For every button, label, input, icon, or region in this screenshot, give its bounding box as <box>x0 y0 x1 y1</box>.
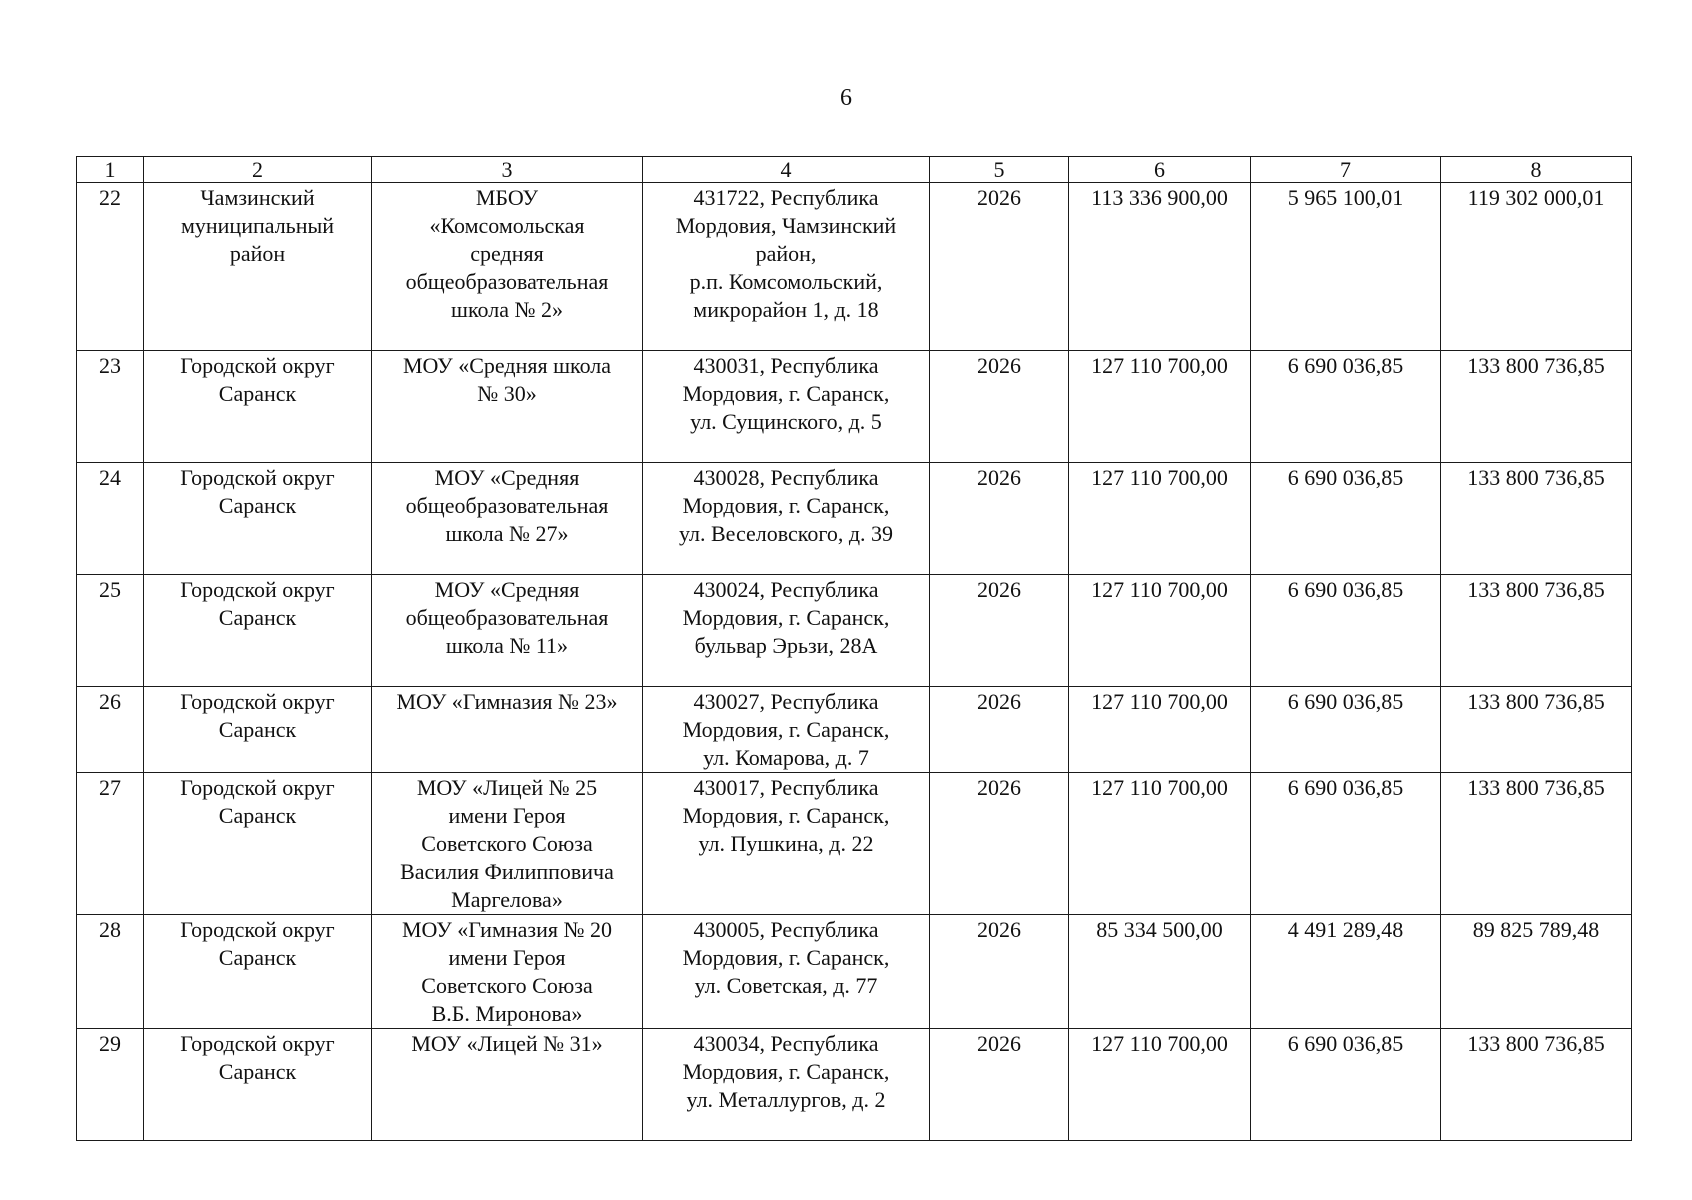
address-cell-line: 430034, Республика <box>693 1031 879 1056</box>
row-number: 27 <box>77 773 144 915</box>
table-row <box>77 687 1632 773</box>
amount-8-cell: 133 800 736,85 <box>1441 773 1632 915</box>
address-cell-line: 430024, Республика <box>693 577 879 602</box>
address-cell-line: бульвар Эрьзи, 28А <box>694 633 878 658</box>
municipality-cell <box>144 463 372 575</box>
page-number: 6 <box>840 85 852 111</box>
municipality-cell <box>144 183 372 351</box>
municipality-cell-line: Городской округ <box>180 775 335 800</box>
address-cell <box>643 575 930 687</box>
amount-6-cell: 127 110 700,00 <box>1069 1029 1251 1141</box>
address-cell-line: Мордовия, г. Саранск, <box>682 1059 890 1084</box>
amount-8-cell: 133 800 736,85 <box>1441 1029 1632 1141</box>
address-cell-line: Мордовия, г. Саранск, <box>682 605 890 630</box>
address-cell-line: Мордовия, г. Саранск, <box>682 493 890 518</box>
institution-cell-line: № 30» <box>477 381 537 406</box>
municipality-cell <box>144 687 372 773</box>
address-cell <box>643 773 930 915</box>
municipality-cell <box>144 915 372 1029</box>
amount-7-cell: 6 690 036,85 <box>1251 463 1441 575</box>
address-cell-line: р.п. Комсомольский, <box>689 269 883 294</box>
municipality-cell-line: Городской округ <box>180 917 335 942</box>
address-cell-line: ул. Сущинского, д. 5 <box>690 409 882 434</box>
address-cell-line: ул. Советская, д. 77 <box>694 973 878 998</box>
institution-cell <box>372 351 643 463</box>
institution-cell-line: школа № 2» <box>451 297 563 322</box>
address-cell <box>643 183 930 351</box>
amount-6-cell: 127 110 700,00 <box>1069 463 1251 575</box>
year-cell: 2026 <box>930 773 1069 915</box>
municipality-cell <box>144 575 372 687</box>
address-cell-line: 430005, Республика <box>693 917 879 942</box>
amount-7-cell: 6 690 036,85 <box>1251 773 1441 915</box>
institution-cell-line: В.Б. Миронова» <box>431 1001 583 1026</box>
table-row <box>77 463 1632 575</box>
year-cell: 2026 <box>930 463 1069 575</box>
municipality-cell-line: муниципальный <box>180 213 335 238</box>
municipality-cell <box>144 773 372 915</box>
institution-cell-line: имени Героя <box>448 945 566 970</box>
municipality-cell-line: Саранск <box>218 803 297 828</box>
municipality-cell-line: Саранск <box>218 381 297 406</box>
table-row <box>77 773 1632 915</box>
address-cell-line: Мордовия, г. Саранск, <box>682 945 890 970</box>
year-cell: 2026 <box>930 687 1069 773</box>
address-cell-line: 430017, Республика <box>693 775 879 800</box>
address-cell <box>643 915 930 1029</box>
institution-cell <box>372 687 643 773</box>
amount-6-cell: 85 334 500,00 <box>1069 915 1251 1029</box>
amount-7-cell: 6 690 036,85 <box>1251 687 1441 773</box>
table-row <box>77 183 1632 351</box>
municipality-cell-line: Саранск <box>218 717 297 742</box>
column-number: 1 <box>77 157 144 183</box>
municipality-cell-line: Городской округ <box>180 353 335 378</box>
address-cell-line: ул. Металлургов, д. 2 <box>686 1087 886 1112</box>
year-cell: 2026 <box>930 575 1069 687</box>
year-cell: 2026 <box>930 351 1069 463</box>
municipality-cell-line: Городской округ <box>180 1031 335 1056</box>
municipality-cell-line: Саранск <box>218 1059 297 1084</box>
amount-8-cell: 133 800 736,85 <box>1441 351 1632 463</box>
institution-cell-line: МБОУ <box>475 185 539 210</box>
amount-6-cell: 127 110 700,00 <box>1069 687 1251 773</box>
column-number: 2 <box>144 157 372 183</box>
institution-cell <box>372 183 643 351</box>
table-row <box>77 915 1632 1029</box>
amount-8-cell: 119 302 000,01 <box>1441 183 1632 351</box>
amount-7-cell: 4 491 289,48 <box>1251 915 1441 1029</box>
address-cell <box>643 463 930 575</box>
row-number: 24 <box>77 463 144 575</box>
address-cell-line: микрорайон 1, д. 18 <box>693 297 879 322</box>
address-cell-line: 430028, Республика <box>693 465 879 490</box>
amount-6-cell: 127 110 700,00 <box>1069 575 1251 687</box>
row-number: 28 <box>77 915 144 1029</box>
address-cell-line: 431722, Республика <box>693 185 879 210</box>
institution-cell-line: МОУ «Средняя <box>434 465 580 490</box>
municipality-cell-line: Городской округ <box>180 465 335 490</box>
institution-cell-line: средняя <box>470 241 544 266</box>
row-number: 29 <box>77 1029 144 1141</box>
institution-cell-line: МОУ «Средняя школа <box>402 353 612 378</box>
address-cell <box>643 1029 930 1141</box>
column-number: 5 <box>930 157 1069 183</box>
column-number: 6 <box>1069 157 1251 183</box>
address-cell-line: Мордовия, г. Саранск, <box>682 381 890 406</box>
amount-7-cell: 6 690 036,85 <box>1251 1029 1441 1141</box>
address-cell-line: 430031, Республика <box>693 353 879 378</box>
year-cell: 2026 <box>930 1029 1069 1141</box>
amount-7-cell: 6 690 036,85 <box>1251 351 1441 463</box>
column-number: 4 <box>643 157 930 183</box>
institution-cell-line: Маргелова» <box>451 887 563 912</box>
column-number: 7 <box>1251 157 1441 183</box>
row-number: 25 <box>77 575 144 687</box>
table-row <box>77 351 1632 463</box>
institution-cell <box>372 463 643 575</box>
institution-cell-line: Василия Филипповича <box>400 859 614 884</box>
institution-cell-line: имени Героя <box>448 803 566 828</box>
institution-cell-line: школа № 11» <box>445 633 569 658</box>
amount-8-cell: 133 800 736,85 <box>1441 687 1632 773</box>
row-number: 26 <box>77 687 144 773</box>
amount-8-cell: 89 825 789,48 <box>1441 915 1632 1029</box>
row-number: 23 <box>77 351 144 463</box>
year-cell: 2026 <box>930 183 1069 351</box>
amount-6-cell: 127 110 700,00 <box>1069 351 1251 463</box>
amount-8-cell: 133 800 736,85 <box>1441 463 1632 575</box>
amount-7-cell: 5 965 100,01 <box>1251 183 1441 351</box>
address-cell <box>643 687 930 773</box>
institution-cell-line: МОУ «Гимназия № 23» <box>396 689 618 714</box>
municipality-cell <box>144 1029 372 1141</box>
amount-7-cell: 6 690 036,85 <box>1251 575 1441 687</box>
institution-cell-line: МОУ «Лицей № 25 <box>416 775 598 800</box>
institution-cell <box>372 915 643 1029</box>
year-cell: 2026 <box>930 915 1069 1029</box>
institution-cell-line: общеобразовательная <box>405 269 609 294</box>
address-cell-line: ул. Веселовского, д. 39 <box>678 521 894 546</box>
institution-cell-line: МОУ «Гимназия № 20 <box>402 917 612 942</box>
address-cell-line: Мордовия, г. Саранск, <box>682 803 890 828</box>
municipality-cell-line: Саранск <box>218 605 297 630</box>
municipality-cell-line: Чамзинский <box>200 185 315 210</box>
column-number-row <box>77 157 1632 183</box>
institution-cell-line: МОУ «Лицей № 31» <box>411 1031 603 1056</box>
table-row <box>77 575 1632 687</box>
address-cell <box>643 351 930 463</box>
table-row <box>77 1029 1632 1141</box>
table-body <box>77 183 1632 1141</box>
municipality-cell <box>144 351 372 463</box>
institution-cell <box>372 773 643 915</box>
address-cell-line: 430027, Республика <box>693 689 879 714</box>
institution-cell-line: МОУ «Средняя <box>434 577 580 602</box>
column-number: 8 <box>1441 157 1632 183</box>
amount-8-cell: 133 800 736,85 <box>1441 575 1632 687</box>
institution-cell-line: школа № 27» <box>445 521 569 546</box>
address-cell-line: ул. Комарова, д. 7 <box>703 745 869 770</box>
municipality-cell-line: Саранск <box>218 493 297 518</box>
institution-cell-line: Советского Союза <box>421 973 593 998</box>
address-cell-line: район, <box>755 241 817 266</box>
institution-cell <box>372 1029 643 1141</box>
municipality-cell-line: Саранск <box>218 945 297 970</box>
institution-cell-line: общеобразовательная <box>405 493 609 518</box>
address-cell-line: Мордовия, г. Саранск, <box>682 717 890 742</box>
amount-6-cell: 127 110 700,00 <box>1069 773 1251 915</box>
municipality-cell-line: Городской округ <box>180 577 335 602</box>
institution-cell-line: «Комсомольская <box>429 213 585 238</box>
schools-table <box>76 156 1632 1141</box>
institution-cell <box>372 575 643 687</box>
address-cell-line: ул. Пушкина, д. 22 <box>698 831 874 856</box>
institution-cell-line: общеобразовательная <box>405 605 609 630</box>
row-number: 22 <box>77 183 144 351</box>
column-number: 3 <box>372 157 643 183</box>
municipality-cell-line: район <box>229 241 286 266</box>
address-cell-line: Мордовия, Чамзинский <box>675 213 897 238</box>
amount-6-cell: 113 336 900,00 <box>1069 183 1251 351</box>
institution-cell-line: Советского Союза <box>421 831 593 856</box>
municipality-cell-line: Городской округ <box>180 689 335 714</box>
